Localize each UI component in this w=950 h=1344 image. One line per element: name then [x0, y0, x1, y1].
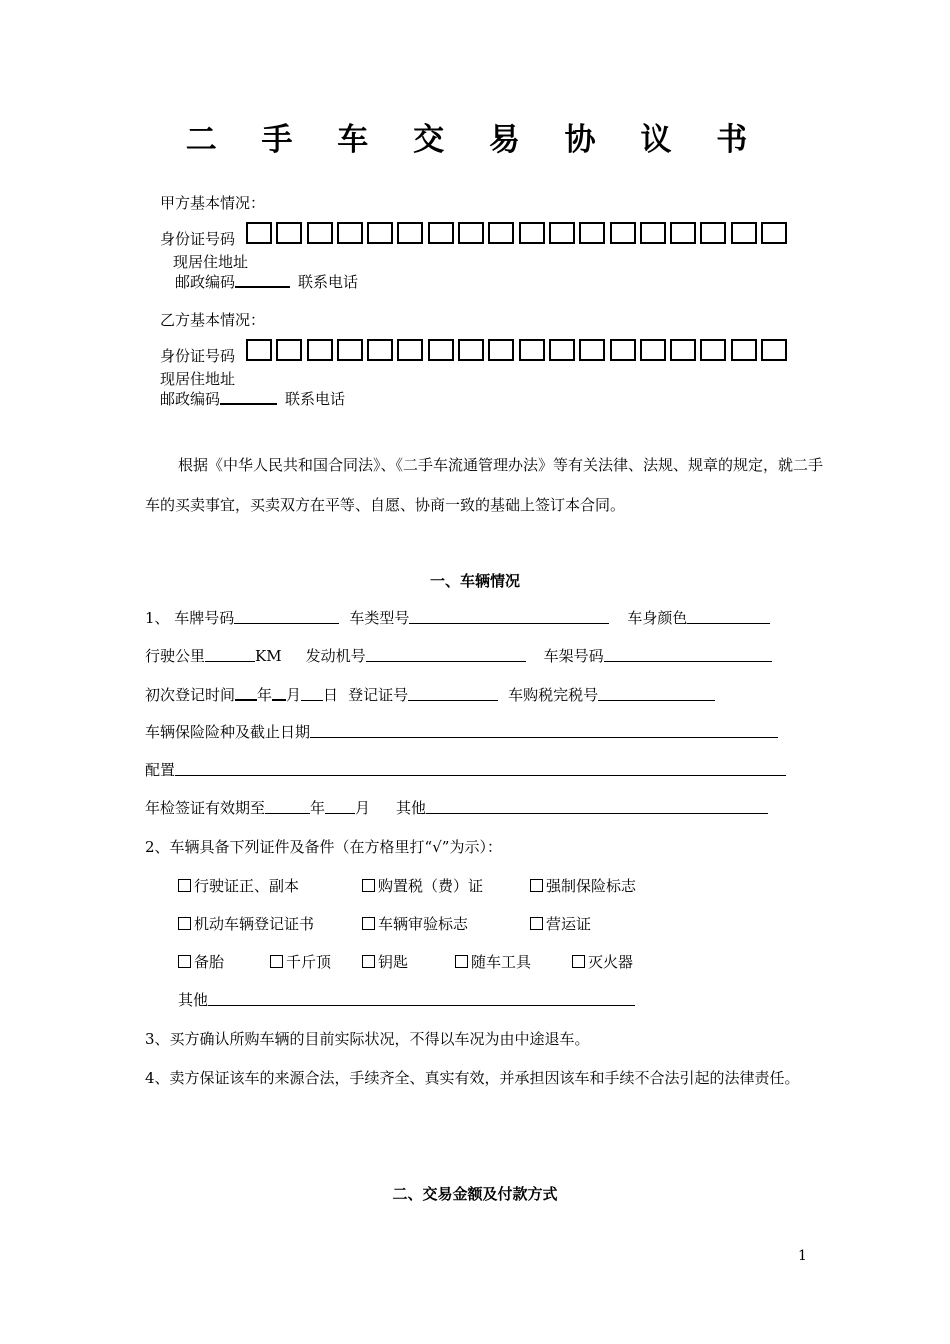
- color-field[interactable]: [687, 609, 770, 624]
- checkbox-item[interactable]: [178, 953, 224, 971]
- model-field[interactable]: [409, 609, 609, 624]
- checkbox-item[interactable]: [530, 877, 636, 895]
- item3-text: 3、买方确认所购车辆的目前实际状况，不得以车况为由中途退车。: [145, 1030, 590, 1048]
- km-unit: KM: [255, 647, 282, 665]
- first-reg-year-field[interactable]: [235, 685, 257, 701]
- model-label: 车类型号: [349, 609, 410, 627]
- checkbox-label: 购置税（费）证: [378, 877, 484, 895]
- party-a-phone-label: 联系电话: [298, 273, 359, 291]
- checkbox-item[interactable]: [362, 953, 408, 971]
- year2-label: 年: [310, 799, 326, 817]
- checkbox-icon[interactable]: [530, 917, 543, 930]
- plate-field[interactable]: [234, 609, 339, 624]
- engine-field[interactable]: [366, 647, 526, 662]
- checkbox-item[interactable]: [572, 953, 633, 971]
- item2-text: 2、车辆具备下列证件及备件（在方格里打“√”为示）：: [145, 838, 502, 856]
- checkbox-label: 钥匙: [378, 953, 409, 971]
- section1-heading: 一、车辆情况: [429, 572, 520, 590]
- party-b-phone-label: 联系电话: [285, 390, 346, 408]
- inspection-label: 年检签证有效期至: [145, 799, 266, 817]
- reg-cert-field[interactable]: [408, 686, 498, 701]
- checkbox-item[interactable]: [530, 915, 591, 933]
- first-reg-day-field[interactable]: [301, 686, 323, 701]
- checkbox-label: 营运证: [546, 915, 592, 933]
- vehicle-row-1: [145, 609, 770, 627]
- party-a-id-label: 身份证号码: [160, 230, 236, 248]
- inspection-month-field[interactable]: [325, 799, 355, 814]
- vehicle-row-4: [145, 723, 778, 741]
- config-field[interactable]: [175, 761, 786, 776]
- vehicle-row-5: [145, 761, 786, 779]
- checkbox-icon[interactable]: [362, 955, 375, 968]
- checkbox-item[interactable]: [362, 877, 483, 895]
- checkbox-label: 强制保险标志: [546, 877, 637, 895]
- checkbox-label: 机动车辆登记证书: [194, 915, 315, 933]
- item4-text: 4、卖方保证该车的来源合法，手续齐全、真实有效，并承担因该车和手续不合法引起的法律责任。: [145, 1069, 800, 1087]
- checkbox-label: 车辆审验标志: [378, 915, 469, 933]
- party-a-heading: 甲方基本情况：: [160, 194, 266, 212]
- first-reg-label: 初次登记时间: [145, 686, 236, 704]
- month2-label: 月: [355, 799, 371, 817]
- checkbox-icon[interactable]: [572, 955, 585, 968]
- inspection-year-field[interactable]: [265, 799, 310, 814]
- party-a-postcode-field[interactable]: [235, 272, 290, 288]
- tax-field[interactable]: [598, 686, 715, 701]
- checkbox-label: 备胎: [194, 953, 225, 971]
- party-b-heading: 乙方基本情况：: [160, 311, 266, 329]
- mileage-label: 行驶公里: [145, 647, 206, 665]
- other2-row: [178, 991, 635, 1009]
- vehicle-row-3: [145, 685, 715, 704]
- party-a-id-boxes[interactable]: [246, 222, 791, 244]
- vehicle-row-2: [145, 647, 772, 665]
- checkbox-item[interactable]: [455, 953, 531, 971]
- checkbox-icon[interactable]: [362, 879, 375, 892]
- other-label: 其他: [396, 799, 427, 817]
- section2-heading: 二、交易金额及付款方式: [392, 1185, 558, 1203]
- insurance-label: 车辆保险险种及截止日期: [145, 723, 311, 741]
- party-a-address-label: 现居住地址: [173, 253, 249, 271]
- checkbox-item[interactable]: [270, 953, 331, 971]
- frame-label: 车架号码: [543, 647, 604, 665]
- vehicle-row-6: [145, 799, 768, 817]
- checkbox-icon[interactable]: [455, 955, 468, 968]
- plate-label: 1、 车牌号码: [145, 609, 235, 627]
- reg-cert-label: 登记证号: [348, 686, 409, 704]
- checkbox-icon[interactable]: [178, 879, 191, 892]
- tax-label: 车购税完税号: [508, 686, 599, 704]
- other-field[interactable]: [426, 799, 768, 814]
- mileage-field[interactable]: [205, 647, 255, 662]
- party-b-id-boxes[interactable]: [246, 339, 791, 361]
- first-reg-month-field[interactable]: [272, 685, 286, 701]
- party-a-postcode-label: 邮政编码: [175, 273, 236, 291]
- year-label: 年: [257, 686, 273, 704]
- page-title: 二 手 车 交 易 协 议 书: [185, 122, 765, 158]
- config-label: 配置: [145, 761, 176, 779]
- party-b-address-label: 现居住地址: [160, 370, 236, 388]
- checkbox-icon[interactable]: [362, 917, 375, 930]
- insurance-field[interactable]: [310, 723, 778, 738]
- other2-label: 其他: [178, 991, 209, 1009]
- checkbox-icon[interactable]: [530, 879, 543, 892]
- checkbox-label: 随车工具: [471, 953, 532, 971]
- checkbox-item[interactable]: [178, 915, 314, 933]
- frame-field[interactable]: [604, 647, 772, 662]
- checkbox-icon[interactable]: [270, 955, 283, 968]
- day-label: 日: [323, 686, 339, 704]
- party-b-id-label: 身份证号码: [160, 347, 236, 365]
- color-label: 车身颜色: [627, 609, 688, 627]
- intro-paragraph: 根据《中华人民共和国合同法》、《二手车流通管理办法》等有关法律、法规、规章的规定，就二手车的买卖事宜，买卖双方在平等、自愿、协商一致的基础上签订本合同。: [145, 456, 824, 514]
- month-label: 月: [286, 686, 302, 704]
- other2-field[interactable]: [208, 991, 635, 1006]
- checkbox-label: 行驶证正、副本: [194, 877, 300, 895]
- checkbox-label: 灭火器: [588, 953, 634, 971]
- checkbox-icon[interactable]: [178, 955, 191, 968]
- party-b-postcode-label: 邮政编码: [160, 390, 221, 408]
- party-b-postcode-field[interactable]: [220, 389, 277, 405]
- checkbox-label: 千斤顶: [286, 953, 332, 971]
- engine-label: 发动机号: [305, 647, 366, 665]
- checkbox-item[interactable]: [362, 915, 468, 933]
- checkbox-item[interactable]: [178, 877, 299, 895]
- page-number: 1: [798, 1248, 807, 1264]
- checkbox-icon[interactable]: [178, 917, 191, 930]
